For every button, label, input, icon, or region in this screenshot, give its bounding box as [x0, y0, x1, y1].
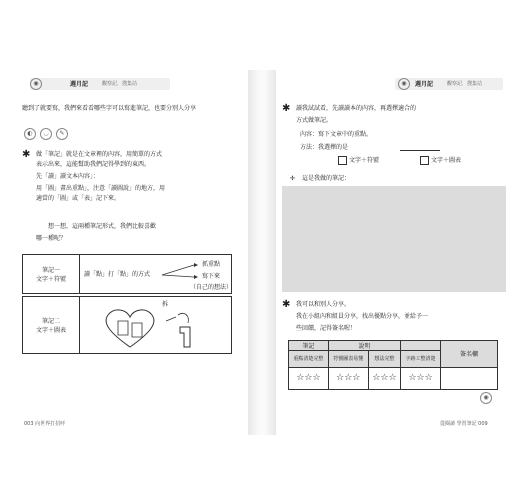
diamond-bullet: ✢ — [290, 175, 296, 182]
right-star-bullet: ✱ — [282, 103, 291, 114]
table1-label-cell — [23, 255, 80, 294]
left-body-line: 表示出來，這能幫助我們記得學到的東西。 — [36, 161, 151, 168]
eval-subheader: 想法完整 — [368, 351, 400, 367]
option-text-chart[interactable] — [420, 156, 461, 165]
share-line: 些回饋，記得簽名喔！ — [296, 325, 357, 332]
option-text-chart-checkbox[interactable] — [420, 156, 429, 165]
share-line: 我在小組內和組員分享，找出優點分享，並給予一 — [296, 313, 429, 320]
right-task-line: 方式做筆記。 — [296, 117, 333, 124]
table1-branch-1: 抓重點 — [202, 261, 221, 268]
option-text-symbol[interactable] — [338, 156, 379, 165]
right-task-line: 方法：我選擇的是 — [300, 144, 349, 151]
note-example-table-2 — [22, 296, 232, 354]
star-icon[interactable]: ☆☆☆ — [336, 373, 361, 384]
table2-arrow-label: 拆 — [162, 301, 169, 308]
rating-stars[interactable] — [401, 367, 441, 389]
left-header-bar — [30, 78, 170, 90]
table1-label-1: 筆記一 — [41, 267, 60, 274]
eval-header: 說明 — [328, 341, 400, 351]
rating-stars[interactable] — [328, 367, 368, 389]
table1-main-text: 讀「點」打「點」的方式 — [84, 271, 151, 278]
left-body-line: 用「圖」畫出重點」，注意「讀圖說」的地方，用 — [36, 185, 166, 192]
left-body-line: 適當的「圖」或「表」記下來。 — [36, 195, 121, 202]
notes-title: 這是我做的筆記： — [302, 175, 351, 182]
option-text-chart-label: 文字＋圖表 — [431, 157, 462, 164]
left-question-line: 想一想，這兩種筆記形式，我們比較喜歡 — [48, 223, 157, 230]
eval-header — [401, 341, 441, 351]
heart-diagram-icon — [100, 303, 220, 353]
table1-branch-2: 寫下來 — [202, 273, 221, 280]
table2-label-cell — [23, 297, 80, 354]
option-text-symbol-label: 文字＋符號 — [349, 157, 380, 164]
table2-label-2: 文字＋圖表 — [35, 327, 66, 334]
right-star-bullet: ✱ — [282, 299, 291, 310]
table2-content-cell — [80, 297, 232, 354]
right-unit-tag: 週月記 — [415, 81, 434, 88]
table2-label-1: 筆記二 — [41, 318, 60, 325]
mouth-icon: ◡ — [40, 128, 52, 140]
right-task-line: 內容：寫下文章中的重點。 — [300, 131, 373, 138]
left-page-footer: 003 向世界打招呼 — [24, 421, 66, 427]
table1-content-cell — [80, 255, 232, 294]
owl-icon: ◉ — [30, 78, 42, 90]
note-example-table-1 — [22, 254, 232, 294]
rating-stars[interactable] — [289, 367, 329, 389]
owl-icon: ◉ — [398, 78, 410, 90]
right-page-footer: 從閱讀 學習筆記 009 — [440, 421, 488, 427]
eval-header: 筆記 — [289, 341, 329, 351]
right-unit-subtitle: 觀察記．搜集站 — [447, 81, 483, 87]
pencil-icon: ✎ — [56, 128, 68, 140]
peer-evaluation-table — [288, 340, 498, 390]
left-unit-tag: 週月記 — [70, 81, 89, 88]
left-unit-subtitle: 觀察記．搜集站 — [102, 81, 138, 87]
eval-subheader: 符號圖表易懂 — [328, 351, 368, 367]
left-star-bullet: ✱ — [22, 149, 31, 160]
eval-subheader: 重點清楚完整 — [289, 351, 329, 367]
notes-writing-area[interactable] — [282, 186, 506, 292]
table1-branch-3: （自己的想法） — [190, 284, 233, 291]
right-task-line: 讀我試試看，先讀讀本的內容，再選擇適合的 — [296, 105, 417, 112]
left-question-line: 哪一種呢？ — [36, 235, 67, 242]
option-text-symbol-checkbox[interactable] — [338, 156, 347, 165]
book-spine — [248, 70, 276, 435]
left-body-line: 做「筆記」就是在文章裡的內容，用簡單的方式 — [36, 151, 163, 158]
star-icon[interactable]: ☆☆☆ — [372, 373, 397, 384]
ear-icon: ◐ — [24, 128, 36, 140]
right-header-bar — [395, 78, 503, 90]
star-icon[interactable]: ☆☆☆ — [296, 373, 321, 384]
left-page — [18, 70, 248, 435]
signature-cell[interactable] — [441, 367, 498, 389]
left-body-line: 先「讀」讀文本內容」： — [36, 173, 100, 180]
eval-subheader: 字跡工整清楚 — [401, 351, 441, 367]
table1-label-2: 文字＋符號 — [35, 276, 66, 283]
left-intro: 聽到了就要寫，我們來看看哪些字可以寫進筆記，也要分別人分享 — [22, 105, 197, 112]
share-line: 我可以和別人分享。 — [296, 301, 351, 308]
owl-icon: ◉ — [480, 392, 492, 404]
star-icon[interactable]: ☆☆☆ — [408, 373, 433, 384]
eval-header-signature: 簽名欄 — [441, 341, 498, 368]
rating-stars[interactable] — [368, 367, 400, 389]
answer-underline — [400, 150, 440, 151]
